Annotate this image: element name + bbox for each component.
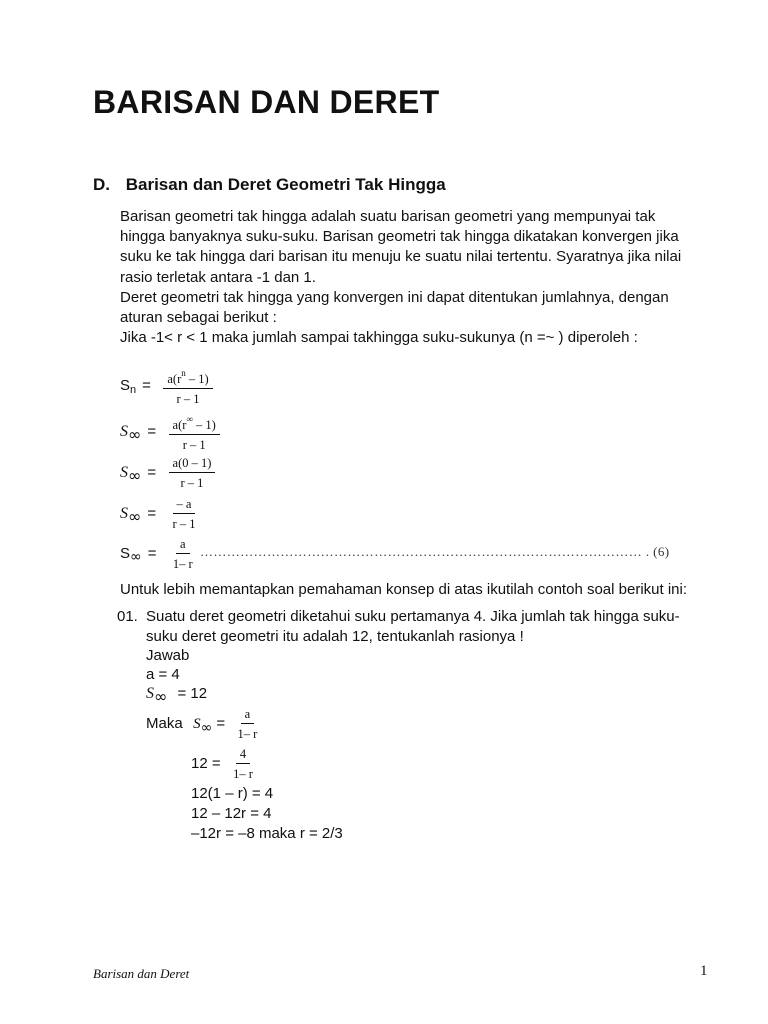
section-heading — [93, 175, 446, 195]
equation-number-leader: ……………………………………………………………………………………… . (6) — [200, 544, 670, 559]
formula-s-infinity-3: S∞ = $\frac{- a}{r - 1}$ — [120, 497, 199, 531]
formula-fraction: $\frac{a(0 - 1)}{r - 1}$ — [169, 456, 216, 490]
intro-line: rasio terletak antara -1 dan 1. — [120, 268, 316, 286]
formula-s-infinity-1: S∞ = $\frac{a(r^\infty - 1)}{r - 1}$ — [120, 412, 220, 452]
section-title: Barisan dan Deret Geometri Tak Hingga — [125, 175, 446, 194]
page-title: BARISAN DAN DERET — [93, 84, 440, 120]
formula-fraction: $\frac{4}{1- r}$ — [233, 747, 253, 781]
s-infinity-symbol: S∞ — [120, 464, 142, 486]
intro-line: Barisan geometri tak hingga adalah suatu barisan geometri yang mempunyai tak — [120, 208, 656, 225]
intro-line: Deret geometri tak hingga yang konvergen ini dapat ditentukan jumlahnya, dengan — [120, 288, 669, 306]
given-s-infinity: S∞ = 12 — [146, 685, 208, 706]
given-a: a = 4 — [146, 666, 180, 683]
formula-s-infinity-2: S∞ = $\frac{a(0 - 1)}{r - 1}$ — [120, 456, 215, 490]
formula-s-infinity-final: S∞ = $\frac{a}{1- r}$ — [120, 537, 197, 571]
s-infinity-symbol: S∞ — [120, 423, 142, 445]
answer-label: Jawab — [146, 647, 190, 664]
formula-fraction: $\frac{a}{1- r}$ — [237, 707, 258, 741]
formula-fraction: $\frac{a(r^\infty - 1)}{r - 1}$ — [169, 412, 220, 452]
solution-step-3: 12 – 12r = 4 — [191, 805, 272, 822]
intro-line: hingga banyaknya suku-suku. Barisan geometri tak hingga dikatakan konvergen jika — [120, 228, 679, 246]
intro-paragraph — [120, 207, 710, 348]
section-number: D. — [93, 175, 110, 194]
intro-line: suku ke tak hingga dari barisan itu menuju ke suatu nilai tertentu. Syaratnya jika nilai — [120, 248, 682, 266]
formula-fraction: $\frac{a}{1- r}$ — [172, 537, 193, 571]
solution-step-maka: Maka S∞ = $\frac{a}{1- r}$ — [146, 707, 261, 741]
intro-line: Jika -1< r < 1 maka jumlah sampai takhingga suku-sukunya (n =~ ) diperoleh : — [120, 329, 638, 347]
example-problem-line: Suatu deret geometri diketahui suku pertamanya 4. Jika jumlah tak hingga suku- — [146, 608, 680, 625]
solution-step-4: –12r = –8 maka r = 2/3 — [191, 825, 343, 842]
footer-title: Barisan dan Deret — [93, 966, 190, 981]
intro-line: aturan sebagai berikut : — [120, 309, 277, 327]
maka-label: Maka — [146, 715, 183, 733]
formula-lhs: $S_n$ — [120, 377, 137, 397]
formula-lhs: S∞ — [120, 545, 142, 566]
example-number: 01. — [117, 608, 138, 625]
page-number: 1 — [700, 963, 708, 979]
formula-fraction: $\frac{- a}{r - 1}$ — [172, 497, 196, 531]
formula-fraction: $\frac{a(r^n - 1)}{r - 1}$ — [163, 366, 212, 406]
formula-sn: $S_n$ = $\frac{a(r^n - 1)}{r - 1}$ — [120, 366, 213, 406]
s-infinity-symbol: S∞ — [120, 505, 142, 527]
example-problem-line: suku deret geometri itu adalah 12, tentukanlah rasionya ! — [146, 628, 524, 645]
solution-step-1: 12 = $\frac{4}{1- r}$ — [191, 747, 257, 781]
example-intro: Untuk lebih memantapkan pemahaman konsep di atas ikutilah contoh soal berikut ini: — [120, 581, 687, 598]
solution-step-2: 12(1 – r) = 4 — [191, 785, 274, 802]
